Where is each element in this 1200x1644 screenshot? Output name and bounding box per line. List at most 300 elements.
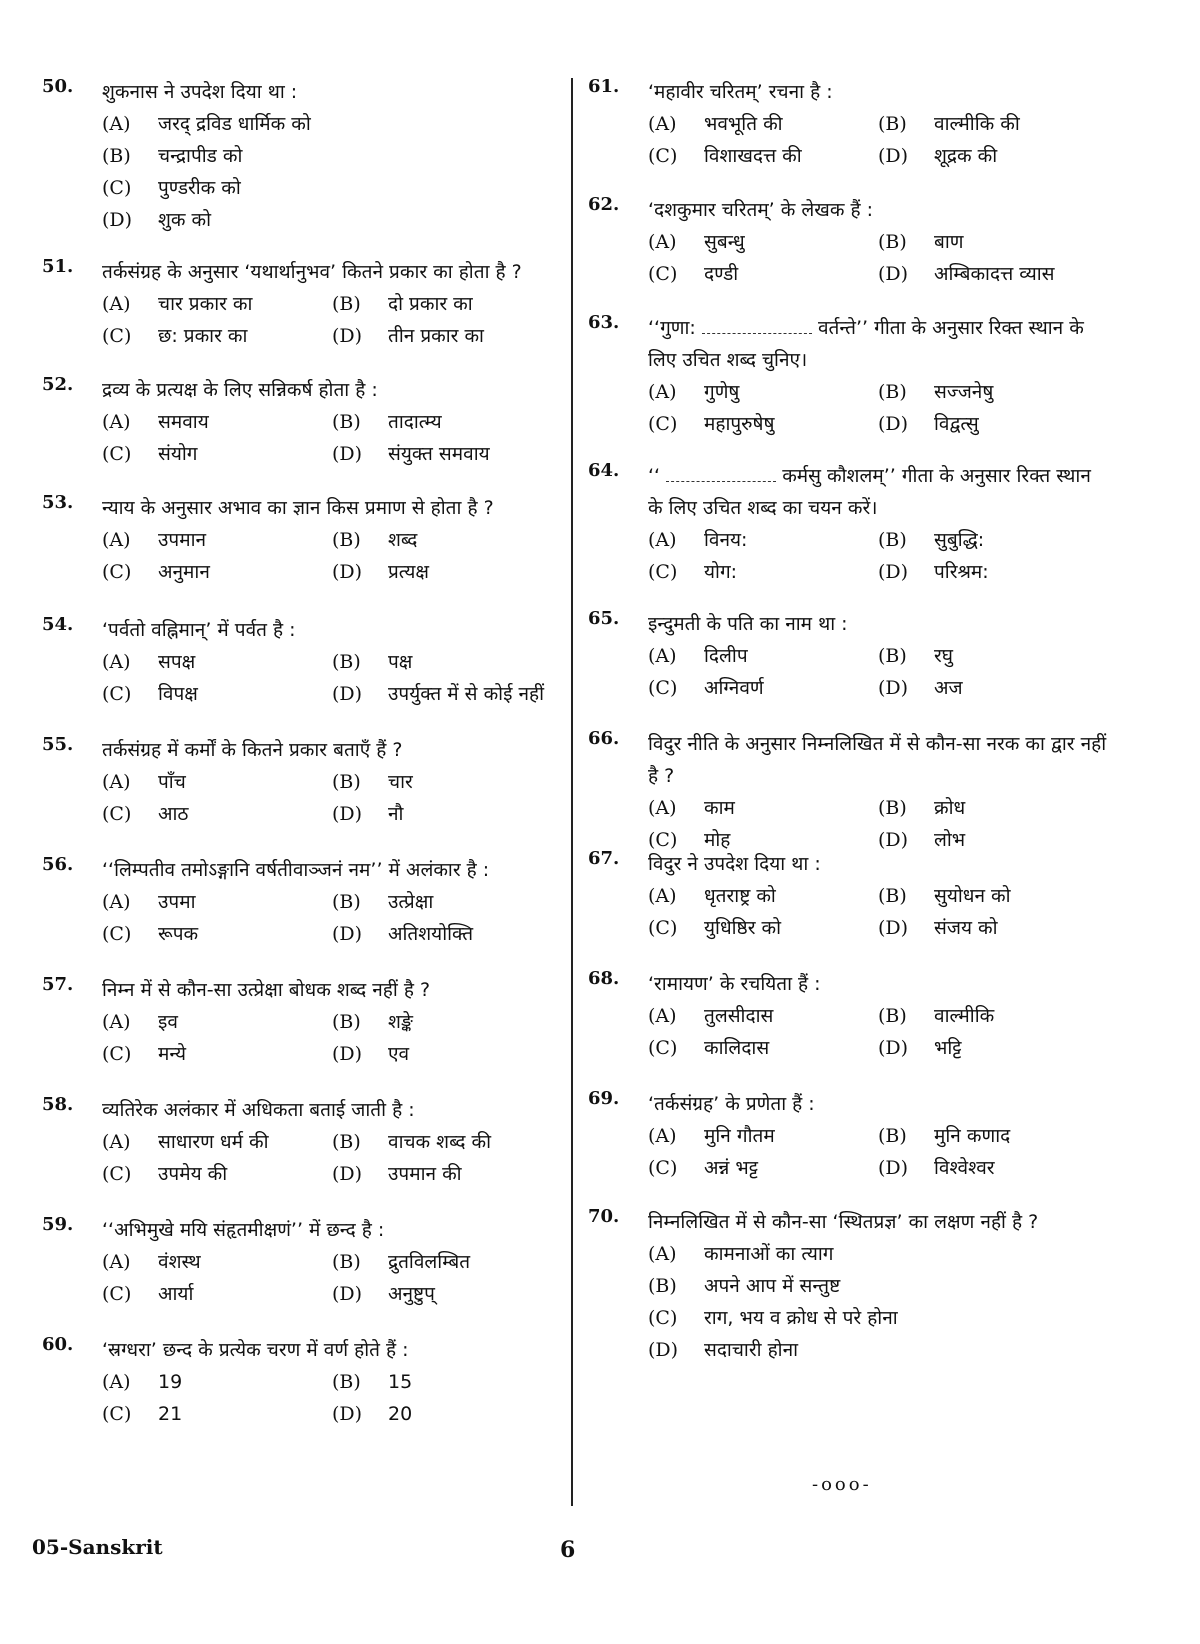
option-text: अपने आप में सन्तुष्ट <box>704 1275 841 1297</box>
options <box>648 376 1108 440</box>
option-label: (A) <box>648 797 677 819</box>
question-number: 58. <box>42 1094 74 1115</box>
option-d <box>332 438 562 470</box>
option-label: (C) <box>648 1307 678 1329</box>
options <box>102 108 562 236</box>
option-d <box>648 1334 1108 1366</box>
options <box>102 406 562 470</box>
option-text: द्रुतविलम्बित <box>388 1251 471 1273</box>
question-text-post: कर्मसु कौशलम्’’ गीता के अनुसार रिक्त स्थान के लिए उचित शब्द का चयन करें। <box>648 465 1091 519</box>
option-c <box>648 1032 878 1064</box>
option-text: क्रोध <box>934 797 966 819</box>
question-67 <box>588 848 1108 944</box>
option-label: (D) <box>332 803 363 825</box>
option-text: विश्वेश्वर <box>934 1157 995 1179</box>
option-text: पक्ष <box>388 651 413 673</box>
question-57 <box>42 974 562 1070</box>
option-label: (D) <box>332 325 363 347</box>
question-text: द्रव्य के प्रत्यक्ष के लिए सन्निकर्ष होता है : <box>102 379 378 401</box>
option-label: (C) <box>648 413 678 435</box>
option-a <box>648 1238 1108 1270</box>
option-a <box>102 1006 332 1038</box>
question-text: ‘स्रग्धरा’ छन्द के प्रत्येक चरण में वर्ण होते हैं : <box>102 1339 409 1361</box>
question-text: व्यतिरेक अलंकार में अधिकता बताई जाती है : <box>102 1099 415 1121</box>
option-label: (B) <box>332 891 361 913</box>
question-text-post: वर्तन्ते’’ गीता के अनुसार रिक्त स्थान के लिए उचित शब्द चुनिए। <box>648 317 1084 371</box>
question-text: विदुर नीति के अनुसार निम्नलिखित में से कौन-सा नरक का द्वार नहीं है ? <box>648 733 1107 787</box>
option-text: तीन प्रकार का <box>388 325 484 347</box>
option-a <box>648 108 878 140</box>
option-text: दण्डी <box>704 263 739 285</box>
option-label: (D) <box>878 1037 909 1059</box>
option-label: (C) <box>102 1283 132 1305</box>
options <box>648 880 1108 944</box>
options <box>648 792 1108 856</box>
option-b <box>332 766 562 798</box>
option-label: (A) <box>648 1005 677 1027</box>
option-text: नौ <box>388 803 404 825</box>
option-d <box>878 556 1108 588</box>
option-text: काम <box>704 797 735 819</box>
question-text: ‘महावीर चरितम्’ रचना है : <box>648 81 833 103</box>
option-text: उपमेय की <box>158 1163 228 1185</box>
option-text: आठ <box>158 803 189 825</box>
option-b <box>878 108 1108 140</box>
options <box>648 1120 1108 1184</box>
option-text: शुक को <box>158 209 212 231</box>
option-text: सुयोधन को <box>934 885 1011 907</box>
options <box>102 646 562 710</box>
fill-in-blank <box>702 315 812 334</box>
option-b <box>878 880 1108 912</box>
question-number: 50. <box>42 76 74 97</box>
option-text: अज <box>934 677 963 699</box>
question-number: 62. <box>588 194 620 215</box>
question-number: 52. <box>42 374 74 395</box>
options <box>102 886 562 950</box>
option-label: (C) <box>102 177 132 199</box>
option-b <box>332 646 562 678</box>
options <box>648 1000 1108 1064</box>
option-a <box>648 880 878 912</box>
option-label: (A) <box>648 645 677 667</box>
option-d <box>332 1278 562 1310</box>
option-d <box>878 672 1108 704</box>
option-label: (A) <box>102 1131 131 1153</box>
option-text: संयोग <box>158 443 198 465</box>
option-label: (B) <box>878 645 907 667</box>
option-d <box>332 1038 562 1070</box>
question-text: न्याय के अनुसार अभाव का ज्ञान किस प्रमाण से होता है ? <box>102 497 494 519</box>
option-label: (B) <box>332 771 361 793</box>
options <box>102 1366 562 1430</box>
option-b <box>332 1006 562 1038</box>
question-text: ‘रामायण’ के रचयिता हैं : <box>648 973 821 995</box>
option-text: विनय: <box>704 529 748 551</box>
question-58 <box>42 1094 562 1190</box>
option-d <box>332 1158 562 1190</box>
question-64 <box>588 460 1108 588</box>
option-b <box>878 792 1108 824</box>
option-text: उपमान <box>158 529 207 551</box>
option-label: (D) <box>332 1403 363 1425</box>
question-text-pre: ‘‘गुणा: <box>648 317 696 339</box>
question-56 <box>42 854 562 950</box>
option-text: मुनि गौतम <box>704 1125 775 1147</box>
option-label: (C) <box>648 1037 678 1059</box>
option-text: सज्जनेषु <box>934 381 994 403</box>
question-number: 54. <box>42 614 74 635</box>
option-label: (A) <box>648 1243 677 1265</box>
option-label: (B) <box>878 113 907 135</box>
option-text: चार प्रकार का <box>158 293 253 315</box>
option-b <box>332 288 562 320</box>
options <box>648 640 1108 704</box>
option-c <box>102 1278 332 1310</box>
fill-in-blank <box>666 463 776 482</box>
option-text: गुणेषु <box>704 381 740 403</box>
option-label: (B) <box>332 411 361 433</box>
option-text: संयुक्त समवाय <box>388 443 490 465</box>
question-text: निम्नलिखित में से कौन-सा ‘स्थितप्रज्ञ’ का लक्षण नहीं है ? <box>648 1211 1039 1233</box>
question-text: शुकनास ने उपदेश दिया था : <box>102 81 298 103</box>
option-text: 21 <box>158 1403 183 1425</box>
option-label: (B) <box>878 1005 907 1027</box>
option-label: (D) <box>878 1157 909 1179</box>
options <box>102 766 562 830</box>
options <box>648 524 1108 588</box>
question-54 <box>42 614 562 710</box>
option-text: वाचक शब्द की <box>388 1131 492 1153</box>
option-b <box>878 640 1108 672</box>
option-label: (D) <box>332 683 363 705</box>
option-c <box>648 140 878 172</box>
option-text: आर्या <box>158 1283 194 1305</box>
question-number: 67. <box>588 848 620 869</box>
options <box>102 1126 562 1190</box>
options <box>648 108 1108 172</box>
option-d <box>332 320 562 352</box>
option-text: कालिदास <box>704 1037 770 1059</box>
option-label: (A) <box>102 293 131 315</box>
option-c <box>648 672 878 704</box>
option-label: (A) <box>648 885 677 907</box>
option-c <box>102 918 332 950</box>
option-label: (C) <box>102 443 132 465</box>
option-b <box>332 886 562 918</box>
option-c <box>648 1152 878 1184</box>
option-text: अतिशयोक्ति <box>388 923 474 945</box>
option-label: (D) <box>332 923 363 945</box>
question-number: 65. <box>588 608 620 629</box>
option-label: (B) <box>878 529 907 551</box>
option-label: (D) <box>878 677 909 699</box>
option-label: (D) <box>878 917 909 939</box>
option-b <box>332 524 562 556</box>
options <box>102 288 562 352</box>
option-text: उपमा <box>158 891 196 913</box>
option-b <box>878 524 1108 556</box>
option-a <box>648 1000 878 1032</box>
question-52 <box>42 374 562 470</box>
option-text: महापुरुषेषु <box>704 413 775 435</box>
option-text: उत्प्रेक्षा <box>388 891 434 913</box>
option-text: विद्वत्सु <box>934 413 979 435</box>
option-text: तुलसीदास <box>704 1005 774 1027</box>
option-label: (C) <box>102 923 132 945</box>
paper-code: 05-Sanskrit <box>32 1535 163 1559</box>
question-number: 69. <box>588 1088 620 1109</box>
option-b <box>332 406 562 438</box>
option-label: (C) <box>648 677 678 699</box>
option-text: युधिष्ठिर को <box>704 917 782 939</box>
option-label: (A) <box>102 891 131 913</box>
question-number: 53. <box>42 492 74 513</box>
option-text: संजय को <box>934 917 998 939</box>
option-label: (A) <box>102 651 131 673</box>
option-c <box>648 258 878 290</box>
option-label: (C) <box>102 1043 132 1065</box>
option-text: सपक्ष <box>158 651 196 673</box>
option-text: वाल्मीकि <box>934 1005 995 1027</box>
option-c <box>102 172 562 204</box>
option-text: 15 <box>388 1371 413 1393</box>
option-text: दिलीप <box>704 645 748 667</box>
question-60 <box>42 1334 562 1430</box>
option-label: (D) <box>332 561 363 583</box>
question-61 <box>588 76 1108 172</box>
option-label: (B) <box>878 1125 907 1147</box>
option-text: अनुमान <box>158 561 210 583</box>
option-c <box>102 320 332 352</box>
option-text: उपर्युक्त में से कोई नहीं <box>388 683 544 705</box>
option-b <box>878 376 1108 408</box>
option-text: योग: <box>704 561 738 583</box>
option-label: (A) <box>102 1251 131 1273</box>
option-text: भट्टि <box>934 1037 962 1059</box>
option-text: जरद् द्रविड धार्मिक को <box>158 113 311 135</box>
question-number: 68. <box>588 968 620 989</box>
question-number: 56. <box>42 854 74 875</box>
question-text <box>648 460 1108 524</box>
option-d <box>332 678 562 710</box>
option-label: (D) <box>332 1043 363 1065</box>
option-a <box>102 886 332 918</box>
option-d <box>878 1032 1108 1064</box>
option-d <box>878 258 1108 290</box>
option-text: उपमान की <box>388 1163 462 1185</box>
question-68 <box>588 968 1108 1064</box>
option-text: वाल्मीकि की <box>934 113 1020 135</box>
question-50 <box>42 76 562 236</box>
option-label: (B) <box>332 1011 361 1033</box>
question-text: निम्न में से कौन-सा उत्प्रेक्षा बोधक शब्द नहीं है ? <box>102 979 431 1001</box>
option-label: (A) <box>102 1371 131 1393</box>
question-number: 55. <box>42 734 74 755</box>
page-number: 6 <box>560 1537 576 1563</box>
question-number: 57. <box>42 974 74 995</box>
option-label: (D) <box>332 1283 363 1305</box>
option-label: (A) <box>648 381 677 403</box>
option-a <box>102 1246 332 1278</box>
option-text: लोभ <box>934 829 966 851</box>
option-text: मन्ये <box>158 1043 186 1065</box>
question-text <box>648 312 1108 376</box>
option-a <box>102 108 562 140</box>
question-62 <box>588 194 1108 290</box>
option-text: 19 <box>158 1371 183 1393</box>
option-d <box>878 408 1108 440</box>
option-label: (A) <box>102 529 131 551</box>
option-label: (B) <box>332 1251 361 1273</box>
option-a <box>648 1120 878 1152</box>
question-number: 66. <box>588 728 620 749</box>
option-text: रघु <box>934 645 954 667</box>
option-label: (C) <box>102 683 132 705</box>
question-text: ‘‘अभिमुखे मयि संहृतमीक्षणं’’ में छन्द है : <box>102 1219 385 1241</box>
option-label: (B) <box>332 651 361 673</box>
question-59 <box>42 1214 562 1310</box>
option-b <box>878 226 1108 258</box>
option-b <box>878 1000 1108 1032</box>
option-label: (B) <box>332 293 361 315</box>
option-a <box>648 524 878 556</box>
question-69 <box>588 1088 1108 1184</box>
question-text: ‘तर्कसंग्रह’ के प्रणेता हैं : <box>648 1093 815 1115</box>
option-text: कामनाओं का त्याग <box>704 1243 834 1265</box>
option-text: मोह <box>704 829 731 851</box>
option-label: (D) <box>878 145 909 167</box>
option-b <box>332 1366 562 1398</box>
option-text: साधारण धर्म की <box>158 1131 269 1153</box>
option-label: (D) <box>648 1339 679 1361</box>
option-label: (C) <box>648 561 678 583</box>
option-c <box>102 556 332 588</box>
option-text: अन्नं भट्ट <box>704 1157 759 1179</box>
question-number: 61. <box>588 76 620 97</box>
options <box>102 524 562 588</box>
question-53 <box>42 492 562 588</box>
question-66 <box>588 728 1108 856</box>
option-c <box>102 438 332 470</box>
option-text: अग्निवर्ण <box>704 677 764 699</box>
option-label: (A) <box>648 529 677 551</box>
option-label: (C) <box>648 263 678 285</box>
option-text: सदाचारी होना <box>704 1339 799 1361</box>
option-label: (B) <box>648 1275 677 1297</box>
option-label: (B) <box>332 1131 361 1153</box>
option-text: चार <box>388 771 413 793</box>
option-text: अनुष्टुप् <box>388 1283 435 1305</box>
option-label: (D) <box>332 443 363 465</box>
option-text: शूद्रक की <box>934 145 998 167</box>
option-c <box>648 912 878 944</box>
option-text: वंशस्थ <box>158 1251 201 1273</box>
option-label: (B) <box>878 885 907 907</box>
question-text: विदुर ने उपदेश दिया था : <box>648 853 821 875</box>
option-text: धृतराष्ट्र को <box>704 885 776 907</box>
question-text: तर्कसंग्रह के अनुसार ‘यथार्थानुभव’ कितने प्रकार का होता है ? <box>102 261 522 283</box>
option-text: परिश्रम: <box>934 561 989 583</box>
question-number: 51. <box>42 256 74 277</box>
option-a <box>102 646 332 678</box>
question-55 <box>42 734 562 830</box>
question-text: ‘दशकुमार चरितम्’ के लेखक हैं : <box>648 199 873 221</box>
option-a <box>102 1366 332 1398</box>
option-d <box>878 912 1108 944</box>
option-a <box>648 640 878 672</box>
option-text: छ: प्रकार का <box>158 325 248 347</box>
option-text: 20 <box>388 1403 413 1425</box>
option-text: रूपक <box>158 923 199 945</box>
option-d <box>332 1398 562 1430</box>
option-text: सुबुद्धि: <box>934 529 985 551</box>
option-b <box>102 140 562 172</box>
question-text: ‘‘लिम्पतीव तमोऽङ्गानि वर्षतीवाञ्जनं नम’’ में अलंकार है : <box>102 859 490 881</box>
option-label: (C) <box>648 829 678 851</box>
option-c <box>648 1302 1108 1334</box>
option-c <box>102 1398 332 1430</box>
option-d <box>332 798 562 830</box>
option-c <box>102 678 332 710</box>
option-text: इव <box>158 1011 178 1033</box>
option-text: भवभूति की <box>704 113 783 135</box>
options <box>648 226 1108 290</box>
question-number: 70. <box>588 1206 620 1227</box>
column-divider <box>571 78 573 1506</box>
option-label: (D) <box>102 209 133 231</box>
option-label: (C) <box>102 561 132 583</box>
option-label: (A) <box>102 1011 131 1033</box>
option-label: (D) <box>878 561 909 583</box>
option-text: तादात्म्य <box>388 411 442 433</box>
option-d <box>878 140 1108 172</box>
question-text-pre: ‘‘ <box>648 465 661 487</box>
option-a <box>648 792 878 824</box>
option-label: (A) <box>102 771 131 793</box>
option-d <box>332 556 562 588</box>
option-d <box>332 918 562 950</box>
option-text: सुबन्धु <box>704 231 745 253</box>
option-text: विशाखदत्त की <box>704 145 802 167</box>
option-c <box>648 556 878 588</box>
option-a <box>648 376 878 408</box>
option-text: विपक्ष <box>158 683 198 705</box>
question-51 <box>42 256 562 352</box>
option-label: (D) <box>878 263 909 285</box>
option-label: (B) <box>332 1371 361 1393</box>
question-text: ‘पर्वतो वह्निमान्’ में पर्वत है : <box>102 619 296 641</box>
option-label: (B) <box>102 145 131 167</box>
option-text: शब्द <box>388 529 418 551</box>
option-label: (D) <box>878 829 909 851</box>
option-text: मुनि कणाद <box>934 1125 1011 1147</box>
option-a <box>102 524 332 556</box>
question-63 <box>588 312 1108 440</box>
option-b <box>878 1120 1108 1152</box>
option-text: पुण्डरीक को <box>158 177 241 199</box>
option-label: (C) <box>102 1403 132 1425</box>
option-label: (C) <box>648 1157 678 1179</box>
question-65 <box>588 608 1108 704</box>
option-label: (C) <box>648 917 678 939</box>
option-label: (A) <box>648 1125 677 1147</box>
options <box>102 1006 562 1070</box>
question-text: तर्कसंग्रह में कर्मों के कितने प्रकार बताएँ हैं ? <box>102 739 403 761</box>
question-70 <box>588 1206 1108 1366</box>
option-b <box>648 1270 1108 1302</box>
option-label: (A) <box>648 231 677 253</box>
